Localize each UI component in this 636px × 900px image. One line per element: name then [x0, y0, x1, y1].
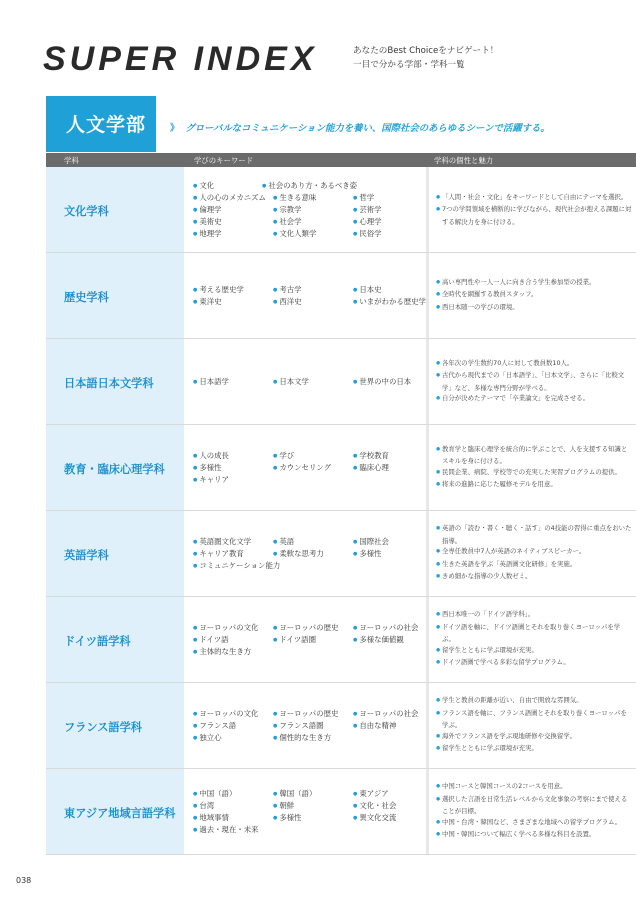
features-cell [432, 339, 636, 424]
keyword-spacer [353, 560, 426, 572]
keyword: ● 心理学 [353, 216, 382, 228]
keywords-cell [187, 597, 429, 682]
keyword-spacer [251, 646, 331, 658]
keyword: ● 世界の中の日本 [353, 376, 411, 388]
keyword-list [193, 769, 426, 854]
keyword: ● 倫理学 [193, 204, 273, 216]
keyword-line [193, 536, 426, 548]
keyword: ● ヨーロッパの文化 [193, 708, 273, 720]
faculty-name: 人文学部 [66, 114, 147, 136]
faculty-description [170, 120, 550, 134]
keyword-line [193, 646, 426, 658]
keyword: ● ヨーロッパの社会 [353, 622, 418, 634]
keyword: ● キャリア [193, 474, 229, 486]
dept-name: 東アジア地域言語学科 [64, 807, 176, 820]
keyword-list [193, 253, 426, 338]
feature-item: ● 中国・台湾・韓国など、さまざまな地域への留学プログラム。 [436, 817, 632, 829]
keyword: ● 民俗学 [353, 228, 382, 240]
keyword: ● 英語 [273, 536, 353, 548]
feature-item: ● 西日本唯一の「ドイツ語学科」。 [436, 609, 632, 621]
feature-item: ● 教育学と臨床心理学を統合的に学ぶことで、人を支援する知識とスキルを身に付ける。 [436, 444, 632, 467]
keyword: ● ヨーロッパの歴史 [273, 622, 353, 634]
dept-name: 歴史学科 [64, 291, 109, 304]
keyword: ● フランス語圏 [273, 720, 353, 732]
keyword-line [193, 462, 426, 474]
keyword-line [193, 622, 426, 634]
feature-item: ● 英語の「読む・書く・聴く・話す」の4技能の習得に重点をおいた指導。 [436, 523, 632, 546]
dept-name-cell [46, 339, 184, 424]
feature-item: ● 海外でフランス語を学ぶ現地研修や交換留学。 [436, 731, 632, 743]
keyword-line [193, 560, 426, 572]
header-keywords: 学びのキーワード [194, 156, 254, 165]
keyword: ● 生きる意味 [273, 192, 353, 204]
keyword-spacer [339, 824, 419, 836]
keyword: ● 地域事情 [193, 812, 273, 824]
keyword: ● 日本文学 [273, 376, 353, 388]
features-cell [432, 425, 636, 510]
keyword-line [193, 800, 426, 812]
dept-name: フランス語学科 [64, 721, 142, 734]
keyword: ● 学校教育 [353, 450, 389, 462]
keyword: ● 多様な価値観 [353, 634, 404, 646]
keywords-cell [187, 425, 429, 510]
feature-item: ● きめ細かな指導の少人数ゼミ。 [436, 571, 632, 583]
keyword-line [193, 474, 426, 486]
keyword-spacer [331, 646, 411, 658]
keyword: ● 社会のあり方・あるべき姿 [262, 180, 357, 192]
keyword: ● 文化・社会 [353, 800, 396, 812]
keyword-line [193, 708, 426, 720]
table-row [46, 339, 636, 425]
keyword-line [193, 284, 426, 296]
keyword: ● ヨーロッパの文化 [193, 622, 273, 634]
keyword: ● 宗教学 [273, 204, 353, 216]
tagline-line-2: 一目で分かる学部・学科一覧 [353, 60, 465, 70]
keyword: ● 文化人類学 [273, 228, 353, 240]
table-row [46, 425, 636, 511]
features-cell [432, 167, 636, 252]
keyword: ● 日本語学 [193, 376, 273, 388]
keyword-list [193, 597, 426, 682]
keyword: ● 哲学 [353, 192, 374, 204]
keyword-spacer [229, 474, 309, 486]
feature-item: ● 全専任教員中7人が英語のネイティブスピーカー。 [436, 546, 632, 558]
keyword: ● 独立心 [193, 732, 273, 744]
features-cell [432, 253, 636, 338]
keyword-spacer [280, 560, 353, 572]
features-cell [432, 597, 636, 682]
table-row [46, 769, 636, 855]
table-header [46, 153, 636, 167]
faculty-description-text: グローバルなコミュニケーション能力を養い、国際社会のあらゆるシーンで活躍する。 [185, 123, 550, 134]
table-row [46, 253, 636, 339]
keyword: ● 多様性 [273, 812, 353, 824]
keyword-line [193, 228, 426, 240]
feature-item: ● 留学生とともに学ぶ環境が充実。 [436, 743, 632, 755]
keyword-list [193, 339, 426, 424]
keyword: ● 学び [273, 450, 353, 462]
keywords-cell [187, 769, 429, 854]
dept-name-cell [46, 511, 184, 596]
keyword: ● 考古学 [273, 284, 353, 296]
dept-name-cell [46, 253, 184, 338]
features-cell [432, 769, 636, 854]
feature-item: ● 中国コースと韓国コースの2コースを用意。 [436, 781, 632, 793]
page-header [43, 40, 603, 80]
tagline-line-1: あなたのBest Choiceをナビゲート！ [353, 46, 499, 56]
keyword: ● いまがわかる歴史学 [353, 296, 426, 308]
keyword: ● ヨーロッパの社会 [353, 708, 418, 720]
keyword: ● 西洋史 [273, 296, 353, 308]
department-table [46, 153, 636, 855]
keyword: ● 考える歴史学 [193, 284, 273, 296]
table-row [46, 167, 636, 253]
keywords-cell [187, 167, 429, 252]
keyword: ● 地理学 [193, 228, 273, 240]
feature-item: ● 高い専門性や一人一人に向き合う学生参加型の授業。 [436, 277, 632, 289]
keyword: ● 臨床心理 [353, 462, 389, 474]
keyword: ● ドイツ語圏 [273, 634, 353, 646]
feature-item: ● 古代から現代までの「日本語学」、「日本文学」、さらに「比較文学」など、多様な専門分野が学べる。 [436, 370, 632, 393]
keywords-cell [187, 253, 429, 338]
keyword: ● コミュニケーション能力 [193, 560, 280, 572]
keywords-cell [187, 511, 429, 596]
keyword: ● 美術史 [193, 216, 273, 228]
double-chevron-right-icon: 》 [170, 123, 180, 134]
features-cell [432, 683, 636, 768]
keyword-line [193, 216, 426, 228]
keyword: ● 異文化交流 [353, 812, 396, 824]
keyword-spacer [331, 732, 411, 744]
features-cell [432, 511, 636, 596]
keyword-list [193, 167, 426, 252]
feature-item: ● 選択した言語を日常生活レベルから文化事象の考察にまで使えることが目標。 [436, 794, 632, 817]
keyword-line [193, 720, 426, 732]
dept-name-cell [46, 167, 184, 252]
keyword: ● 個性的な生き方 [273, 732, 331, 744]
keyword: ● 韓国（語） [273, 788, 353, 800]
keyword-list [193, 683, 426, 768]
keyword-line [193, 824, 426, 836]
keyword: ● 自由な精神 [353, 720, 396, 732]
keyword-spacer [357, 180, 426, 192]
keyword: ● カウンセリング [273, 462, 353, 474]
keyword-spacer [309, 474, 389, 486]
keyword: ● 主体的な生き方 [193, 646, 251, 658]
keyword: ● 文化 [193, 180, 262, 192]
keyword: ● 柔軟な思考力 [273, 548, 353, 560]
keyword: ● 日本史 [353, 284, 382, 296]
table-row [46, 597, 636, 683]
table-row [46, 511, 636, 597]
keyword-line [193, 192, 426, 204]
feature-item: ● 留学生とともに学ぶ環境が充実。 [436, 645, 632, 657]
keyword: ● 台湾 [193, 800, 273, 812]
keyword-list [193, 511, 426, 596]
keyword-line [193, 634, 426, 646]
keyword: ● 国際社会 [353, 536, 389, 548]
keywords-cell [187, 683, 429, 768]
dept-name-cell [46, 769, 184, 854]
tagline [353, 44, 498, 72]
keyword-line [193, 788, 426, 800]
keyword: ● ヨーロッパの歴史 [273, 708, 353, 720]
feature-item: ● 自分が決めたテーマで「卒業論文」を完成させる。 [436, 393, 632, 405]
header-dept: 学科 [64, 156, 79, 165]
keyword: ● 東アジア [353, 788, 389, 800]
keyword-line [193, 296, 426, 308]
feature-item: ● 西日本随一の学びの環境。 [436, 302, 632, 314]
keyword-line [193, 732, 426, 744]
keyword: ● キャリア教育 [193, 548, 273, 560]
dept-name: ドイツ語学科 [64, 635, 131, 648]
table-body [46, 167, 636, 855]
keyword: ● 社会学 [273, 216, 353, 228]
keyword-line [193, 450, 426, 462]
keyword-line [193, 812, 426, 824]
keyword-line [193, 376, 426, 388]
feature-item: ● 学生と教員の距離が近い、自由で開放な雰囲気。 [436, 695, 632, 707]
keyword: ● 中国（語） [193, 788, 273, 800]
feature-item: ● 民間企業、病院、学校等での充実した実習プログラムの提供。 [436, 467, 632, 479]
keyword: ● 多様性 [353, 548, 382, 560]
keywords-cell [187, 339, 429, 424]
dept-name-cell [46, 425, 184, 510]
keyword: ● 芸術学 [353, 204, 382, 216]
feature-item: ● 「人間・社会・文化」をキーワードとして自由にテーマを選択。 [436, 192, 632, 204]
feature-item: ● 7つの学問領域を横断的に学びながら、現代社会が抱える課題に対する解決力を身に付ける。 [436, 204, 632, 227]
page-number: 038 [16, 876, 32, 885]
feature-item: ● 生きた英語を学ぶ「英語圏文化研修」を実施。 [436, 559, 632, 571]
dept-name-cell [46, 597, 184, 682]
keyword: ● フランス語 [193, 720, 273, 732]
keyword: ● 英語圏文化文学 [193, 536, 273, 548]
keyword: ● 朝鮮 [273, 800, 353, 812]
feature-item: ● ドイツ語圏で学べる多彩な留学プログラム。 [436, 657, 632, 669]
keyword: ● 過去・現在・未来 [193, 824, 259, 836]
keyword-line [193, 548, 426, 560]
dept-name: 英語学科 [64, 549, 109, 562]
feature-item: ● 将来の進路に応じた履修モデルを用意。 [436, 479, 632, 491]
feature-item: ● フランス語を軸に、フランス語圏とそれを取り巻くヨーロッパを学ぶ。 [436, 708, 632, 731]
dept-name: 日本語日本文学科 [64, 377, 154, 390]
dept-name-cell [46, 683, 184, 768]
keyword: ● 人の成長 [193, 450, 273, 462]
feature-item: ● 全時代を網羅する教員スタッフ。 [436, 289, 632, 301]
keyword-spacer [259, 824, 339, 836]
faculty-tab [46, 96, 156, 152]
dept-name: 文化学科 [64, 205, 109, 218]
keyword: ● 東洋史 [193, 296, 273, 308]
feature-item: ● 中国・韓国について幅広く学べる多様な科目を設置。 [436, 829, 632, 841]
header-features: 学科の個性と魅力 [434, 156, 494, 165]
feature-item: ● 各年次の学生数約70人に対して教員数10人。 [436, 358, 632, 370]
keyword-line [193, 180, 426, 192]
table-row [46, 683, 636, 769]
page-title: SUPER INDEX [43, 40, 318, 78]
dept-name: 教育・臨床心理学科 [64, 463, 165, 476]
keyword: ● 多様性 [193, 462, 273, 474]
keyword: ● ドイツ語 [193, 634, 273, 646]
keyword: ● 人の心のメカニズム [193, 192, 273, 204]
keyword-list [193, 425, 426, 510]
feature-item: ● ドイツ語を軸に、ドイツ語圏とそれを取り巻くヨーロッパを学ぶ。 [436, 622, 632, 645]
keyword-line [193, 204, 426, 216]
